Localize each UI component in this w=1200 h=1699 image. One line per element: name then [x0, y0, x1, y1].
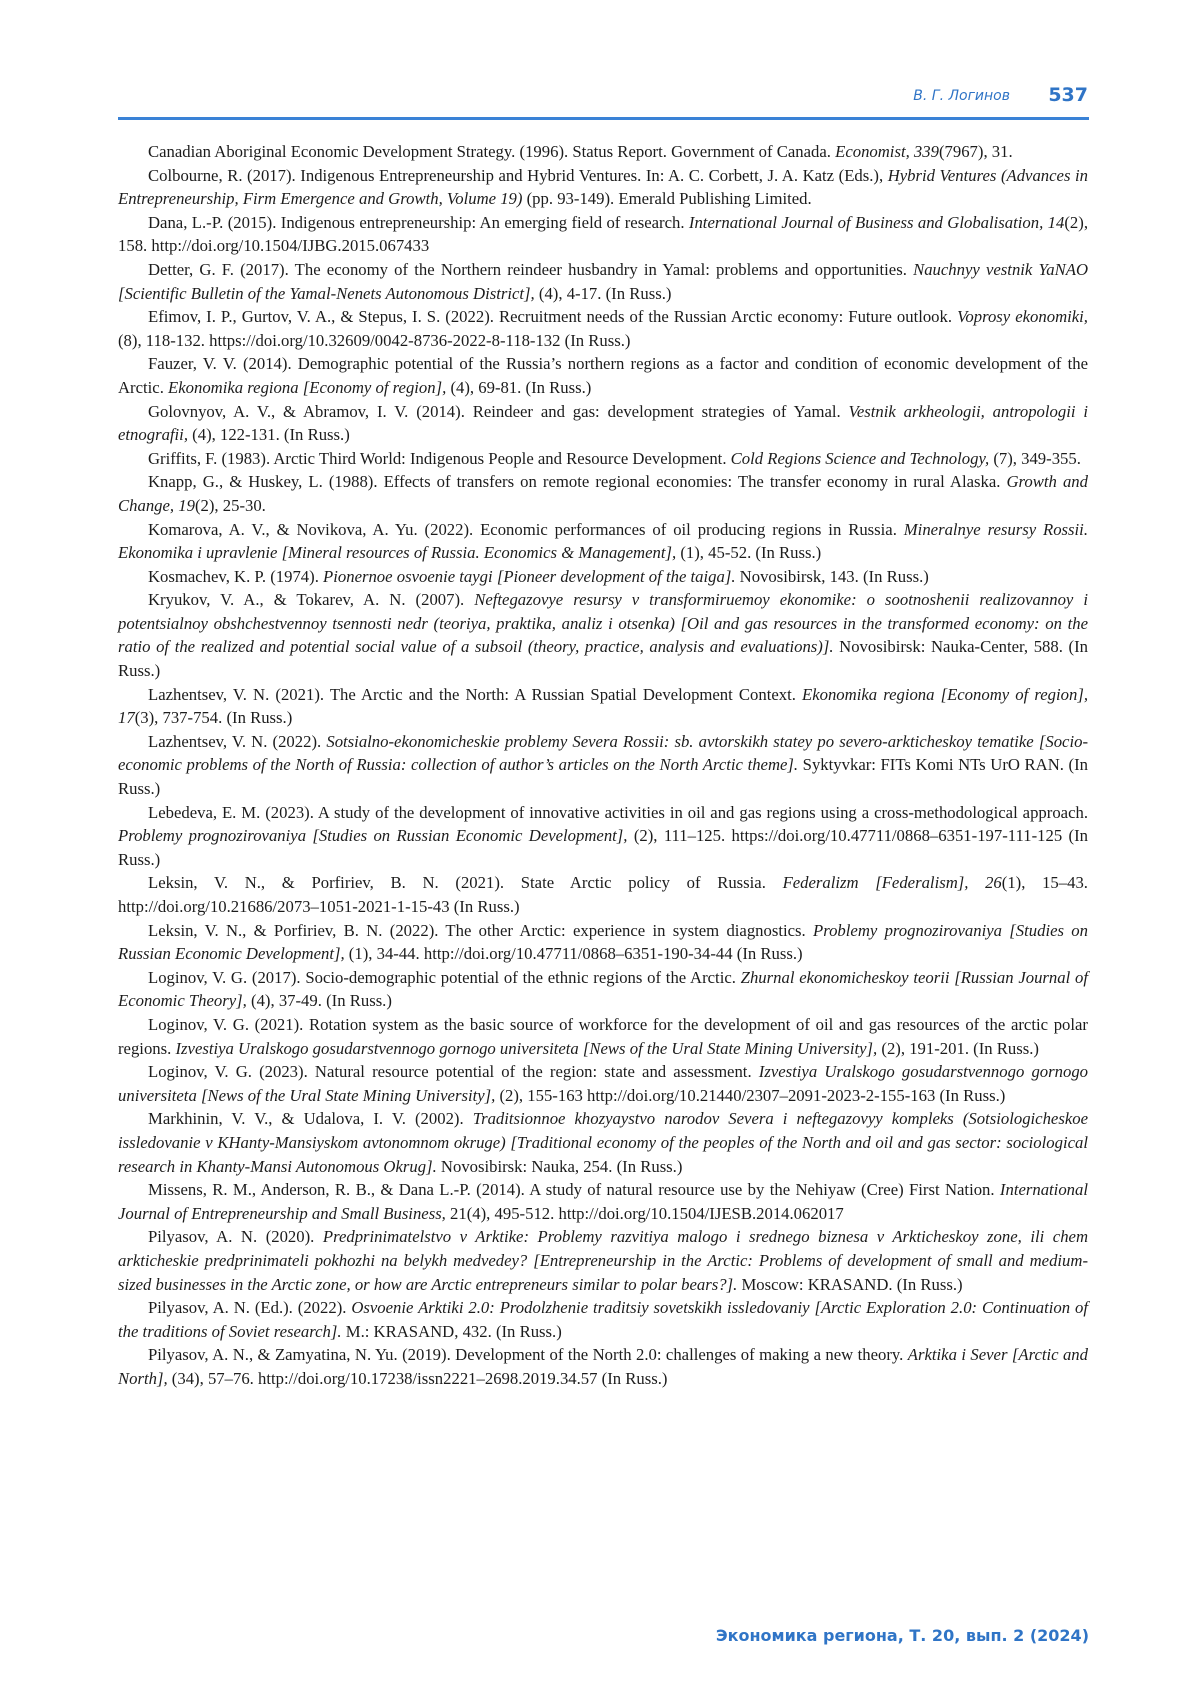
reference-text: Lebedeva, E. M. (2023). A study of the development of innovative activities in oil and gas regions using a cross-methodological approach. [148, 802, 1088, 822]
reference-source: Neftegazovye resursy v transformiruemoy ekonomike: o sootnoshenii realizovannoy i potentsialnoy obshchestvennoy tsennosti nedr (teoriya, praktika, analiz i otsenka) [Oil and gas resources in the transformed economy: on the ratio of the realized and potential social value of a subsoil (theory, practice, analysis and evaluations)]. [118, 590, 1088, 657]
reference-details: M.: KRASAND, 432. (In Russ.) [341, 1321, 562, 1341]
reference-text: Colbourne, R. (2017). Indigenous Entrepreneurship and Hybrid Ventures. In: A. C. Corbett, J. A. Katz (Eds.), [148, 165, 888, 185]
page-number: 537 [1048, 84, 1088, 106]
reference-entry [118, 1107, 1088, 1178]
reference-entry [118, 801, 1088, 872]
reference-text: Fauzer, V. V. (2014). Demographic potential of the Russia’s northern regions as a factor and condition of economic development of the Arctic. [118, 354, 1088, 397]
reference-details: (7967), 31. [938, 142, 1013, 161]
reference-details: (8), 118-132. https://doi.org/10.32609/0042-8736-2022-8-118-132 (In Russ.) [118, 330, 631, 350]
reference-details: (2), 25-30. [194, 495, 266, 515]
reference-details: (4), 69-81. (In Russ.) [446, 377, 592, 397]
reference-entry [118, 1013, 1088, 1060]
reference-entry [118, 211, 1088, 258]
reference-details: (34), 57–76. http://doi.org/10.17238/issn2221–2698.2019.34.57 (In Russ.) [167, 1368, 668, 1388]
reference-entry [118, 588, 1088, 682]
reference-text: Leksin, V. N., & Porfiriev, B. N. (2022). The other Arctic: experience in system diagnostics. [148, 920, 814, 940]
reference-text: Komarova, A. V., & Novikova, A. Yu. (2022). Economic performances of oil producing regions in Russia. [148, 519, 904, 539]
reference-details: (4), 122-131. (In Russ.) [188, 425, 350, 445]
reference-source: Osvoenie Arktiki 2.0: Prodolzhenie traditsiy sovetskikh issledovaniy [Arctic Exploration 2.0: Continuation of the traditions of Soviet research]. [118, 1298, 1088, 1341]
reference-source: Economist, 339 [835, 142, 939, 161]
reference-entry [118, 470, 1088, 517]
reference-source: Problemy prognozirovaniya [Studies on Russian Economic Development], [118, 826, 628, 846]
reference-source: International Journal of Business and Globalisation, 14 [688, 212, 1065, 232]
reference-details: 21(4), 495-512. http://doi.org/10.1504/IJESB.2014.062017 [445, 1203, 844, 1223]
reference-text: Kosmachev, K. P. (1974). [148, 566, 324, 586]
reference-entry [118, 1296, 1088, 1343]
reference-entry [118, 1178, 1088, 1225]
reference-details: Novosibirsk: Nauka-Center, 588. (In Russ.) [118, 637, 1089, 681]
reference-text: Kryukov, V. A., & Tokarev, A. N. (2007). [148, 590, 475, 610]
reference-source: Ekonomika regiona [Economy of region], [168, 377, 447, 397]
reference-source: Ekonomika regiona [Economy of region], 17 [118, 684, 1088, 728]
reference-source: Predprinimatelstvo v Arktike: Problemy razvitiya malogo i srednego biznesa v Arkticheskoy zone, ili chem arkticheskie predprinimateli pokhozhi na belykh medvedey? [Entrepreneurship in the Arctic: Problems of development of small and medium-sized businesses in the Arctic zone, or how are Arctic entrepreneurs similar to polar bears?]. [118, 1227, 1088, 1294]
header-rule [118, 117, 1089, 120]
reference-entry [118, 683, 1088, 730]
reference-text: Lazhentsev, V. N. (2022). [148, 731, 327, 751]
reference-entry [118, 1225, 1088, 1296]
reference-text: Loginov, V. G. (2017). Socio-demographic potential of the ethnic regions of the Arctic. [148, 967, 741, 987]
reference-entry [118, 919, 1088, 966]
reference-source: Sotsialno-ekonomicheskie problemy Severa Rossii: sb. avtorskikh statey po severo-arkticheskoy tematike [Socio-economic problems of the North of Russia: collection of author’s articles on the North Arctic theme]. [118, 731, 1088, 775]
reference-source: Izvestiya Uralskogo gosudarstvennogo gornogo universiteta [News of the Ural State Mining University], [175, 1038, 878, 1058]
reference-text: Pilyasov, A. N. (2020). [148, 1227, 323, 1247]
reference-details: Moscow: KRASAND. (In Russ.) [737, 1274, 963, 1294]
reference-details: (4), 4-17. (In Russ.) [534, 283, 672, 303]
reference-entry [118, 400, 1088, 447]
reference-text: Griffits, F. (1983). Arctic Third World: Indigenous People and Resource Development. [148, 448, 731, 468]
reference-details: (7), 349-355. [989, 448, 1081, 468]
reference-text: Canadian Aboriginal Economic Development Strategy. (1996). Status Report. Government of Canada. [148, 142, 836, 161]
reference-text: Knapp, G., & Huskey, L. (1988). Effects of transfers on remote regional economies: The transfer economy in rural Alaska. [148, 472, 1007, 492]
reference-source: Arktika i Sever [Arctic and North], [118, 1345, 1088, 1388]
reference-entry [118, 164, 1088, 211]
reference-entry [118, 305, 1088, 352]
reference-text: Pilyasov, A. N., & Zamyatina, N. Yu. (2019). Development of the North 2.0: challenges of making a new theory. [148, 1345, 908, 1365]
reference-text: Markhinin, V. V., & Udalova, I. V. (2002). [148, 1109, 473, 1129]
reference-entry [118, 730, 1088, 801]
reference-source: Traditsionnoe khozyaystvo narodov Severa i neftegazovyy kompleks (Sotsiologicheskoe issledovanie v KHanty-Mansiyskom avtonomnom okruge) [Traditional economy of the peoples of the North and oil and gas sector: sociological research in Khanty-Mansi Autonomous Okrug]. [118, 1109, 1088, 1176]
reference-text: Dana, L.-P. (2015). Indigenous entrepreneurship: An emerging field of research. [148, 212, 689, 232]
reference-text: Loginov, V. G. (2021). Rotation system as the basic source of workforce for the development of oil and gas resources of the arctic polar regions. [118, 1014, 1088, 1058]
reference-details: (2), 191-201. (In Russ.) [877, 1038, 1039, 1058]
reference-text: Loginov, V. G. (2023). Natural resource potential of the region: state and assessment. [148, 1062, 759, 1082]
reference-entry [118, 1060, 1088, 1107]
reference-entry [118, 565, 1088, 589]
journal-footer: Экономика региона, Т. 20, вып. 2 (2024) [715, 1626, 1089, 1645]
reference-text: Golovnyov, A. V., & Abramov, I. V. (2014). Reindeer and gas: development strategies of Yamal. [148, 401, 849, 421]
reference-details: (3), 737-754. (In Russ.) [134, 708, 293, 728]
reference-details: (1), 34-44. http://doi.org/10.47711/0868–6351-190-34-44 (In Russ.) [344, 944, 803, 964]
reference-source: Vestnik arkheologii, antropologii i etnografii, [118, 401, 1089, 445]
reference-source: Mineralnye resursy Rossii. Ekonomika i upravlenie [Mineral resources of Russia. Economics & Management], [118, 519, 1088, 563]
reference-list [118, 140, 1088, 1390]
reference-entry [118, 966, 1088, 1013]
reference-text: Lazhentsev, V. N. (2021). The Arctic and the North: A Russian Spatial Development Context. [148, 684, 803, 704]
reference-details: (2), 158. http://doi.org/10.1504/IJBG.2015.067433 [118, 212, 1088, 256]
reference-entry [118, 871, 1088, 918]
reference-text: Efimov, I. P., Gurtov, V. A., & Stepus, I. S. (2022). Recruitment needs of the Russian Arctic economy: Future outlook. [148, 307, 958, 327]
running-author: В. Г. Логинов [913, 88, 1010, 104]
reference-text: Leksin, V. N., & Porfiriev, B. N. (2021). State Arctic policy of Russia. [148, 873, 783, 893]
reference-text: Pilyasov, A. N. (Ed.). (2022). [148, 1298, 352, 1318]
reference-source: Izvestiya Uralskogo gosudarstvennogo gornogo universiteta [News of the Ural State Mining University], [118, 1062, 1089, 1105]
reference-source: Zhurnal ekonomicheskoy teorii [Russian Journal of Economic Theory], [118, 967, 1088, 1011]
reference-source: Pionernoe osvoenie taygi [Pioneer development of the taiga]. [323, 566, 736, 586]
reference-entry [118, 447, 1088, 471]
reference-entry [118, 1343, 1088, 1390]
reference-details: (2), 111–125. https://doi.org/10.47711/0868–6351-197-111-125 (In Russ.) [118, 826, 1088, 869]
reference-text: Detter, G. F. (2017). The economy of the Northern reindeer husbandry in Yamal: problems and opportunities. [148, 259, 914, 279]
reference-details: (1), 15–43. http://doi.org/10.21686/2073–1051-2021-1-15-43 (In Russ.) [118, 873, 1088, 916]
reference-details: (1), 45-52. (In Russ.) [676, 543, 822, 563]
reference-source: International Journal of Entrepreneurship and Small Business, [118, 1180, 1088, 1223]
reference-source: Nauchnyy vestnik YaNAO [Scientific Bulletin of the Yamal-Nenets Autonomous District], [118, 259, 1088, 303]
reference-source: Voprosy ekonomiki, [957, 307, 1088, 327]
reference-details: Novosibirsk: Nauka, 254. (In Russ.) [436, 1156, 683, 1176]
reference-source: Hybrid Ventures (Advances in Entrepreneurship, Firm Emergence and Growth, Volume 19) [118, 165, 1089, 209]
reference-details: (pp. 93-149). Emerald Publishing Limited. [522, 189, 812, 209]
reference-source: Problemy prognozirovaniya [Studies on Russian Economic Development], [118, 920, 1088, 964]
running-header [118, 86, 1088, 114]
reference-entry [118, 518, 1088, 565]
reference-details: Syktyvkar: FITs Komi NTs UrO RAN. (In Russ.) [118, 755, 1089, 799]
reference-details: (4), 37-49. (In Russ.) [246, 991, 392, 1011]
reference-entry [118, 140, 1088, 164]
reference-entry [118, 258, 1088, 305]
reference-details: Novosibirsk, 143. (In Russ.) [735, 566, 929, 586]
reference-text: Missens, R. M., Anderson, R. B., & Dana L.-P. (2014). A study of natural resource use by the Nehiyaw (Cree) First Nation. [148, 1180, 1000, 1200]
reference-details: (2), 155-163 http://doi.org/10.21440/2307–2091-2023-2-155-163 (In Russ.) [495, 1085, 1006, 1105]
reference-entry [118, 352, 1088, 399]
reference-source: Growth and Change, 19 [118, 472, 1088, 515]
reference-source: Federalizm [Federalism], 26 [782, 873, 1002, 893]
reference-source: Cold Regions Science and Technology, [730, 448, 990, 468]
